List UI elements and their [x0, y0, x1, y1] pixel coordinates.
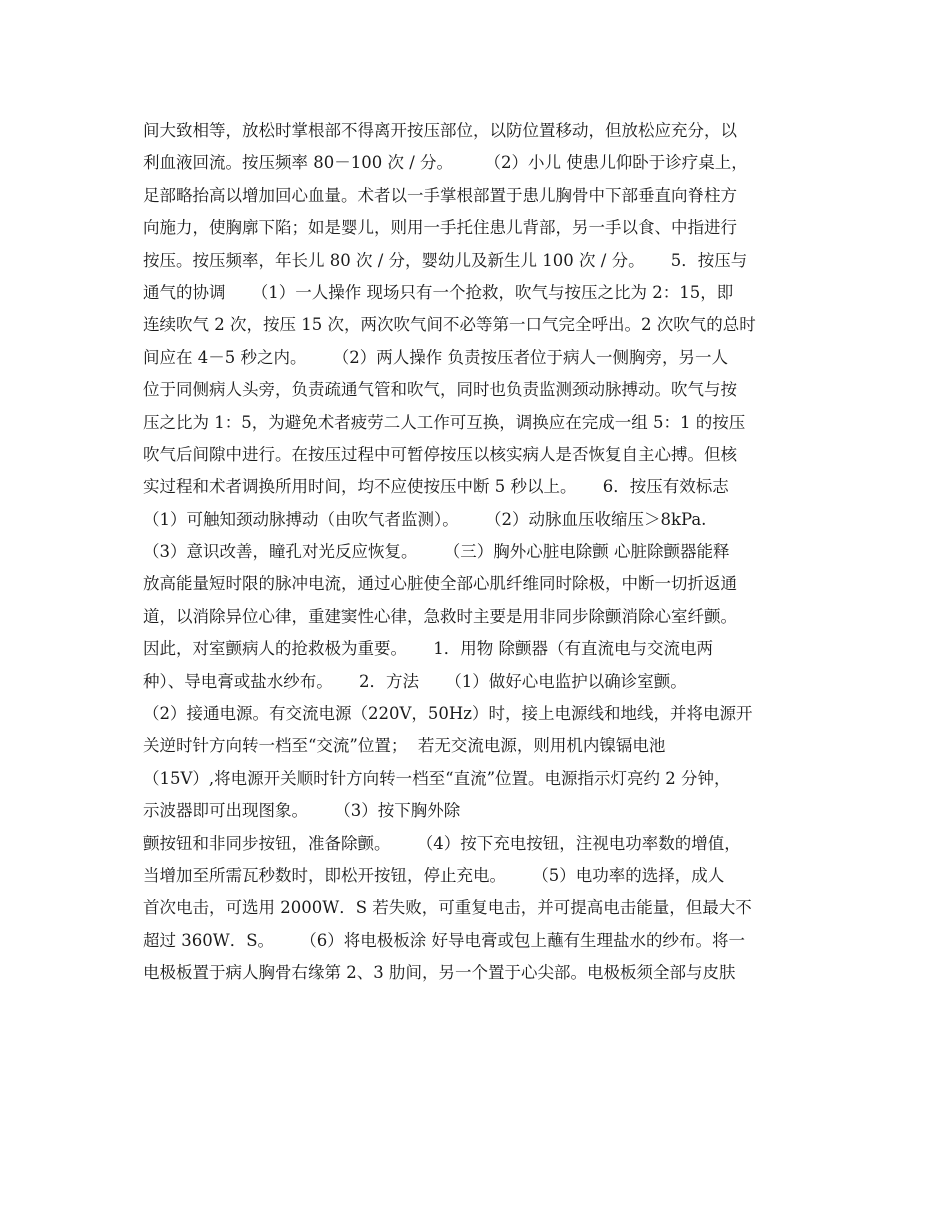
text-line: 连续吹气 2 次，按压 15 次，两次吹气间不必等第一口气完全呼出。2 次吹气的总时	[143, 315, 756, 335]
text-line: 种）、导电膏或盐水纱布。 2．方法 （1）做好心电监护以确诊室颤。	[143, 671, 687, 691]
text-line: 当增加至所需瓦秒数时，即松开按钮，停止充电。 （5）电功率的选择，成人	[143, 865, 725, 885]
text-line: （1）可触知颈动脉搏动（由吹气者监测）。 （2）动脉血压收缩压＞8kPa.	[143, 509, 707, 529]
text-line: 位于同侧病人头旁，负责疏通气管和吹气，同时也负责监测颈动脉搏动。吹气与按	[143, 380, 737, 400]
text-line: （3）意识改善，瞳孔对光反应恢复。 （三）胸外心脏电除颤 心脏除颤器能释	[143, 542, 730, 562]
text-line: 足部略抬高以增加回心血量。术者以一手掌根部置于患儿胸骨中下部垂直向脊柱方	[143, 185, 737, 205]
text-line: （2）接通电源。有交流电源（220V，50Hz）时，接上电源线和地线，并将电源开	[143, 704, 753, 724]
text-line: 利血液回流。按压频率 80－100 次 / 分。 （2）小儿 使患儿仰卧于诊疗桌上，	[143, 153, 748, 173]
text-line: 超过 360W．S。 （6）将电极板涂 好导电膏或包上蘸有生理盐水的纱布。将一	[143, 930, 745, 950]
text-line: 吹气后间隙中进行。在按压过程中可暂停按压以核实病人是否恢复自主心搏。但核	[143, 444, 737, 464]
text-line: （15V）,将电源开关顺时针方向转一档至“直流”位置。电源指示灯亮约 2 分钟，	[143, 768, 731, 788]
text-line: 示波器即可出现图象。 （3）按下胸外除	[143, 801, 461, 821]
text-line: 因此，对室颤病人的抢救极为重要。 1．用物 除颤器（有直流电与交流电两	[143, 639, 713, 659]
text-line: 向施力，使胸廓下陷；如是婴儿，则用一手托住患儿背部，另一手以食、中指进行	[143, 218, 737, 238]
text-line: 按压。按压频率，年长儿 80 次 / 分，婴幼儿及新生儿 100 次 / 分。 5．按压与	[143, 250, 748, 270]
text-line: 放高能量短时限的脉冲电流，通过心脏使全部心肌纤维同时除极，中断一切折返通	[143, 574, 737, 594]
text-line: 道，以消除异位心律，重建窦性心律，急救时主要是用非同步除颤消除心室纤颤。	[143, 606, 737, 626]
text-line: 压之比为 1：5，为避免术者疲劳二人工作可互换，调换应在完成一组 5：1 的按压	[143, 412, 746, 432]
text-line: 间大致相等，放松时掌根部不得离开按压部位，以防位置移动，但放松应充分，以	[143, 121, 737, 140]
text-line: 首次电击，可选用 2000W．S 若失败，可重复电击，并可提高电击能量，但最大不	[143, 898, 752, 918]
text-line: 间应在 4－5 秒之内。 （2）两人操作 负责按压者位于病人一侧胸旁，另一人	[143, 347, 728, 367]
text-line: 电极板置于病人胸骨右缘第 2、3 肋间，另一个置于心尖部。电极板须全部与皮肤	[143, 963, 736, 983]
text-line: 通气的协调 （1）一人操作 现场只有一个抢救，吹气与按压之比为 2：15，即	[143, 282, 734, 302]
body-text	[143, 115, 823, 990]
text-line: 实过程和术者调换所用时间，均不应使按压中断 5 秒以上。 6．按压有效标志	[143, 477, 729, 497]
text-line: 关逆时针方向转一档至“交流”位置； 若无交流电源，则用机内镍镉电池	[143, 736, 666, 756]
text-line: 颤按钮和非同步按钮，准备除颤。 （4）按下充电按钮，注视电功率数的增值，	[143, 833, 741, 853]
